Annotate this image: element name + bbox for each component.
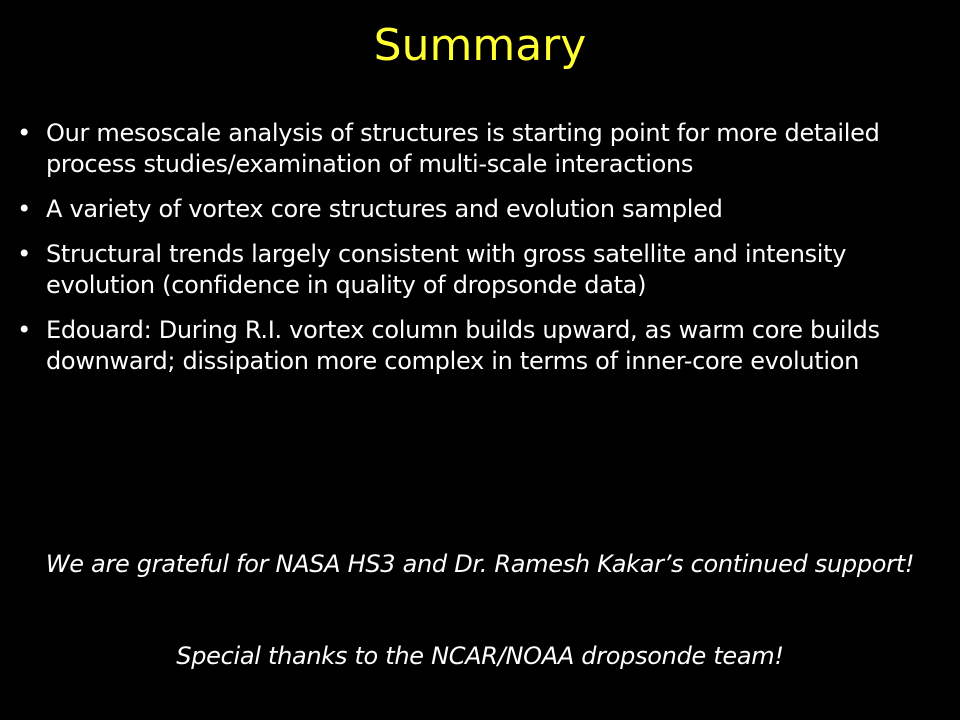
bullet-text: Our mesoscale analysis of structures is starting point for more detailed process studies/examination of multi-scale interactions (46, 119, 880, 178)
bullet-icon: • (17, 316, 31, 344)
bullet-item (14, 194, 944, 225)
bullet-icon: • (17, 195, 31, 223)
bullet-text: A variety of vortex core structures and evolution sampled (46, 195, 723, 223)
acknowledgment-nasa: We are grateful for NASA HS3 and Dr. Ramesh Kakar’s continued support! (45, 550, 915, 578)
bullet-item (14, 315, 944, 377)
acknowledgment-dropsonde-team: Special thanks to the NCAR/NOAA dropsonde team! (176, 642, 784, 670)
bullet-item (14, 118, 944, 180)
bullet-item (14, 239, 944, 301)
slide-title: Summary (373, 20, 587, 71)
bullet-icon: • (17, 240, 31, 268)
bullet-text: Edouard: During R.I. vortex column builds upward, as warm core builds downward; dissipation more complex in terms of inner-core evolution (46, 316, 880, 375)
bullet-text: Structural trends largely consistent with gross satellite and intensity evolution (confidence in quality of dropsonde data) (46, 240, 847, 299)
bullet-list (14, 118, 944, 391)
bullet-icon: • (17, 119, 31, 147)
